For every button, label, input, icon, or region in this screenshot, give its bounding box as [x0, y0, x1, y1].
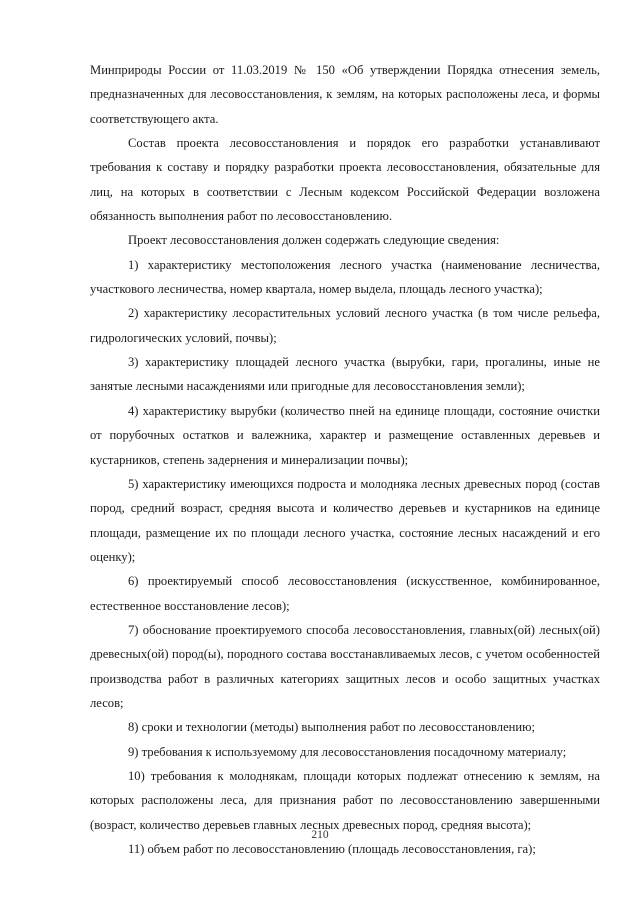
list-item-2: 2) характеристику лесорастительных условий лесного участка (в том числе рельефа, гидрологических условий, почвы); [90, 306, 600, 345]
list-item-5: 5) характеристику имеющихся подроста и молодняка лесных древесных пород (состав пород, средний возраст, средняя высота и количество деревьев и кустарников на единице площади, размещение их по площади лесного участка, состояние лесных насаждений и его оценку); [90, 476, 600, 564]
list-item-7: 7) обоснование проектируемого способа лесовосстановления, главных(ой) лесных(ой) древесных(ой) пород(ы), породного состава восстанавливаемых лесов, с учетом особенностей производства работ в различных категориях защитных лесов и особо защитных участках лесов; [90, 622, 600, 710]
list-item-11: 11) объем работ по лесовосстановлению (площадь лесовосстановления, га); [128, 842, 536, 856]
list-item-3: 3) характеристику площадей лесного участка (вырубки, гари, прогалины, иные не занятые лесными насаждениями или пригодные для лесовосстановления земли); [90, 355, 600, 394]
list-item-10: 10) требования к молоднякам, площади которых подлежат отнесению к землям, на которых расположены леса, для признания работ по лесовосстановлению завершенными (возраст, количество деревьев главных лесных древесных пород, средняя высота); [90, 768, 600, 832]
list-item-4: 4) характеристику вырубки (количество пней на единице площади, состояние очистки от порубочных остатков и валежника, характер и размещение оставленных деревьев и кустарников, степень задернения и минерализации почвы); [90, 403, 600, 467]
document-page [90, 58, 600, 861]
list-item-1: 1) характеристику местоположения лесного участка (наименование лесничества, участкового лесничества, номер квартала, номер выдела, площадь лесного участка); [90, 257, 600, 297]
paragraph-continuation: Минприроды России от 11.03.2019 № 150 «Об утверждении Порядка отнесения земель, предназначенных для лесовосстановления, к землям, на которых расположены леса, и формы соответствующего акта. [90, 63, 600, 126]
paragraph-project-composition: Состав проекта лесовосстановления и порядок его разработки устанавливают требования к составу и порядку разработки проекта лесовосстановления, обязательные для лиц, на которых в соответствии с Лесным кодексом Российской Федерации возложена обязанность выполнения работ по лесовосстановлению. [90, 136, 600, 224]
page-number: 210 [311, 829, 329, 841]
paragraph-project-contents-intro: Проект лесовосстановления должен содержать следующие сведения: [128, 233, 500, 248]
list-item-6: 6) проектируемый способ лесовосстановления (искусственное, комбинированное, естественное восстановление лесов); [90, 574, 600, 613]
list-item-9: 9) требования к используемому для лесовосстановления посадочному материалу; [128, 744, 567, 759]
list-item-8: 8) сроки и технологии (методы) выполнения работ по лесовосстановлению; [128, 720, 536, 735]
